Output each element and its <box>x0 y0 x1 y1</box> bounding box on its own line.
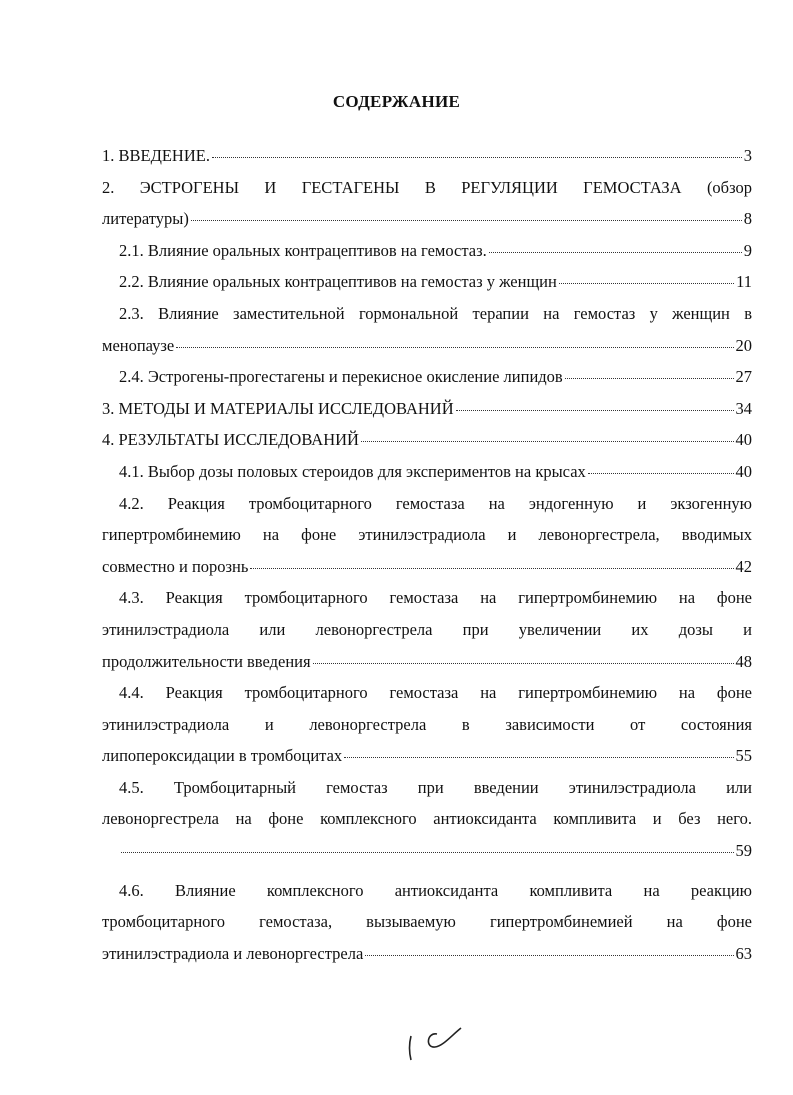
toc-text-line2: менопаузе <box>102 335 175 355</box>
toc-number: 3. <box>102 398 115 418</box>
leader-dots <box>250 551 733 569</box>
toc-page: 40 <box>735 461 752 481</box>
toc-entry-4-2 <box>102 488 752 583</box>
toc-entry-2 <box>102 172 752 235</box>
table-of-contents <box>102 140 752 969</box>
leader-dots <box>365 938 733 956</box>
toc-page: 11 <box>736 272 752 292</box>
toc-text-line3: липопероксидации в тромбоцитах <box>102 746 343 766</box>
toc-text-line1: Реакция тромбоцитарного гемостаза на эндогенную и экзогенную <box>167 493 753 513</box>
leader-dots <box>176 330 733 348</box>
toc-entry-4-1 <box>102 456 752 488</box>
toc-number: 2.4. <box>119 367 144 387</box>
page-title: СОДЕРЖАНИЕ <box>332 92 461 111</box>
toc-entry-4-3 <box>102 582 752 677</box>
toc-text-line2: этинилэстрадиола и левоноргестрела в зависимости от состояния <box>102 714 752 734</box>
toc-number: 2.3. <box>119 303 144 323</box>
toc-text-line2: гипертромбинемию на фоне этинилэстрадиола и левоноргестрела, вводимых <box>102 525 752 545</box>
toc-text-line1: Реакция тромбоцитарного гемостаза на гипертромбинемию на фоне <box>165 683 753 703</box>
leader-dots <box>559 267 734 285</box>
toc-text-line2: литературы) <box>102 209 189 229</box>
toc-page: 27 <box>735 367 752 387</box>
toc-page: 48 <box>735 651 752 671</box>
toc-text-line2: этинилэстрадиола или левоноргестрела при увеличении их дозы и <box>102 619 752 639</box>
toc-page: 55 <box>735 746 752 766</box>
toc-number: 4.2. <box>119 493 144 513</box>
leader-dots <box>565 362 734 380</box>
leader-dots <box>212 141 742 159</box>
leader-dots <box>456 393 734 411</box>
toc-entry-2-1 <box>102 235 752 267</box>
toc-text: РЕЗУЛЬТАТЫ ИССЛЕДОВАНИЙ <box>118 430 359 450</box>
toc-text-line3: продолжительности введения <box>102 651 311 671</box>
toc-entry-4 <box>102 424 752 456</box>
toc-entry-2-2 <box>102 266 752 298</box>
toc-number: 4.5. <box>119 777 144 797</box>
toc-entry-4-4 <box>102 677 752 772</box>
toc-text-line1: Реакция тромбоцитарного гемостаза на гипертромбинемию на фоне <box>165 588 753 608</box>
toc-text: Выбор дозы половых стероидов для экспериментов на крысах <box>147 461 586 481</box>
toc-text-line1: ЭСТРОГЕНЫ И ГЕСТАГЕНЫ В РЕГУЛЯЦИИ ГЕМОСТАЗА (обзор <box>139 177 753 197</box>
toc-number: 2. <box>102 177 115 197</box>
toc-text: Влияние оральных контрацептивов на гемостаз. <box>147 240 487 260</box>
leader-dots <box>121 836 734 854</box>
toc-text-line1: Влияние заместительной гормональной терапии на гемостаз у женщин в <box>158 303 752 323</box>
toc-number: 1. <box>102 146 115 165</box>
leader-dots <box>344 741 733 759</box>
toc-number: 4.6. <box>119 880 144 900</box>
toc-page: 42 <box>735 556 752 576</box>
toc-text-line2: тромбоцитарного гемостаза, вызываемую гипертромбинемией на фоне <box>102 912 752 932</box>
leader-dots <box>191 204 742 222</box>
toc-text-line2: левоноргестрела на фоне комплексного антиоксиданта компливита и без него. <box>102 809 752 829</box>
toc-text-line3: совместно и порознь <box>102 556 249 576</box>
toc-text-line3: этинилэстрадиола и левоноргестрела <box>102 943 364 963</box>
toc-number: 4.1. <box>119 461 144 481</box>
toc-entry-4-5 <box>102 772 752 867</box>
toc-text-line1: Влияние комплексного антиоксиданта компливита на реакцию <box>175 880 752 900</box>
toc-text: МЕТОДЫ И МАТЕРИАЛЫ ИССЛЕДОВАНИЙ <box>118 398 454 418</box>
toc-page: 34 <box>735 398 752 418</box>
leader-dots <box>489 235 742 253</box>
toc-text: Эстрогены-прогестагены и перекисное окисление липидов <box>147 367 563 387</box>
toc-entry-3 <box>102 393 752 425</box>
toc-entry-2-3 <box>102 298 752 361</box>
toc-text-line1: Тромбоцитарный гемостаз при введении этинилэстрадиола или <box>173 777 752 797</box>
toc-entry-2-4 <box>102 361 752 393</box>
toc-page: 63 <box>735 943 752 963</box>
handwritten-signature-icon <box>405 1020 465 1065</box>
toc-number: 4. <box>102 430 115 450</box>
toc-entry-4-6 <box>102 875 752 970</box>
leader-dots <box>313 646 734 664</box>
toc-page: 20 <box>735 335 752 355</box>
toc-entry-1 <box>102 140 752 172</box>
toc-number: 2.1. <box>119 240 144 260</box>
toc-text: ВВЕДЕНИЕ. <box>118 146 210 165</box>
toc-page: 59 <box>735 841 752 861</box>
toc-page: 8 <box>743 209 752 229</box>
toc-page: 40 <box>735 430 752 450</box>
toc-page: 3 <box>743 146 752 165</box>
toc-number: 2.2. <box>119 272 144 292</box>
leader-dots <box>361 425 734 443</box>
toc-number: 4.3. <box>119 588 144 608</box>
leader-dots <box>588 456 734 474</box>
toc-page: 9 <box>743 240 752 260</box>
toc-text: Влияние оральных контрацептивов на гемостаз у женщин <box>147 272 557 292</box>
toc-number: 4.4. <box>119 683 144 703</box>
